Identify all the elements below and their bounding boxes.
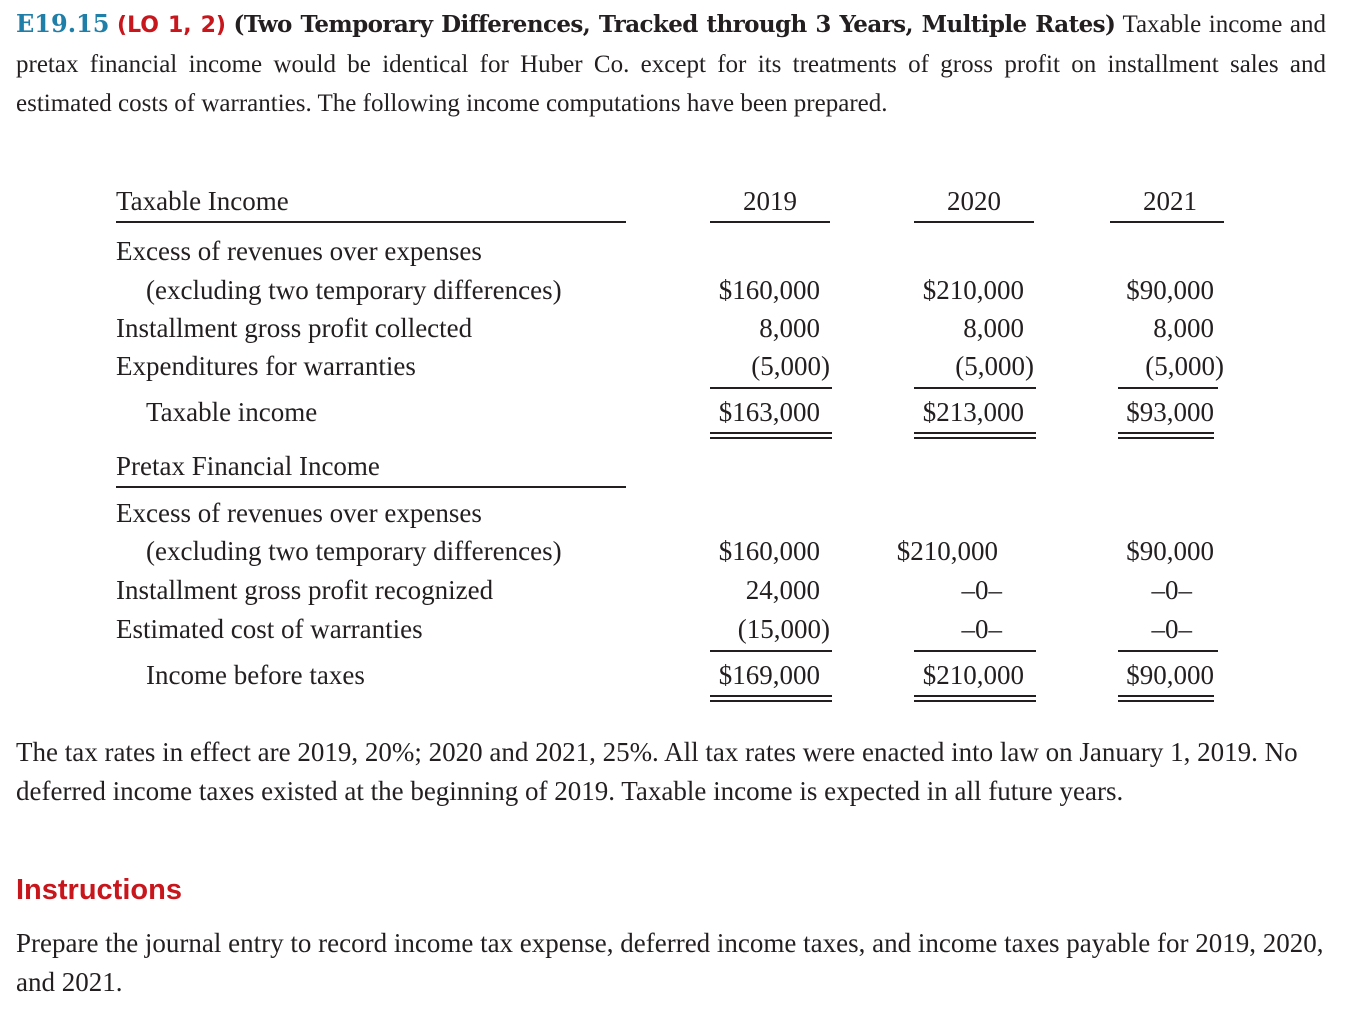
cell-value: $210,000	[896, 536, 998, 566]
row-label-excluding: (excluding two temporary differences)	[146, 275, 562, 305]
subtotal-rule	[710, 650, 832, 652]
cell-value: $160,000	[718, 536, 820, 566]
cell-value: 8,000	[963, 313, 1024, 343]
exercise-number: E19.15	[16, 9, 110, 38]
cell-value: $163,000	[718, 397, 820, 427]
year-header-2020: 2020	[947, 186, 1001, 216]
subtotal-rule	[914, 650, 1036, 652]
year-header-2019: 2019	[743, 186, 797, 216]
row-label-installment-collected: Installment gross profit collected	[116, 313, 473, 343]
cell-value: $93,000	[1126, 397, 1214, 427]
cell-value: –0–	[1151, 575, 1192, 605]
cell-value: (5,000)	[751, 351, 830, 381]
year-rule	[1110, 221, 1224, 223]
total-double-rule	[710, 695, 832, 702]
cell-value: 8,000	[1153, 313, 1214, 343]
cell-value: $210,000	[922, 660, 1024, 690]
cell-value: $90,000	[1126, 275, 1214, 305]
total-double-rule	[914, 432, 1036, 439]
cell-value: 24,000	[745, 575, 820, 605]
row-label-estimated-warranties: Estimated cost of warranties	[116, 614, 423, 644]
year-header-2021: 2021	[1143, 186, 1197, 216]
cell-value: –0–	[1151, 614, 1192, 644]
cell-value: $210,000	[922, 275, 1024, 305]
tax-rates-paragraph: The tax rates in effect are 2019, 20%; 2020 and 2021, 25%. All tax rates were enacted into law on January 1, 2019. No deferred income taxes existed at the beginning of 2019. Taxable income is expected in all future years.	[16, 737, 1298, 806]
cell-value: (15,000)	[737, 614, 830, 644]
year-rule	[914, 221, 1034, 223]
cell-value: $90,000	[1126, 660, 1214, 690]
row-label-warranty-expenditures: Expenditures for warranties	[116, 351, 416, 381]
exercise-title: (Two Temporary Differences, Tracked through 3 Years, Multiple Rates)	[233, 11, 1116, 38]
cell-value: $169,000	[718, 660, 820, 690]
total-double-rule	[710, 432, 832, 439]
total-double-rule	[1118, 695, 1214, 702]
taxable-income-heading: Taxable Income	[116, 186, 289, 216]
cell-value: $160,000	[718, 275, 820, 305]
row-label-income-before-taxes: Income before taxes	[146, 660, 365, 690]
row-label-taxable-income: Taxable income	[146, 397, 318, 427]
subtotal-rule	[710, 387, 832, 389]
row-label-installment-recognized: Installment gross profit recognized	[116, 575, 494, 605]
exercise-intro-text: Taxable income and pretax financial income would be identical for Huber Co. except for its treatments of gross profit on installment sales and estimated costs of warranties. The following income computations have been prepared.	[16, 11, 1327, 117]
cell-value: $90,000	[1126, 536, 1214, 566]
total-double-rule	[914, 695, 1036, 702]
instructions-text: Prepare the journal entry to record income tax expense, deferred income taxes, and income taxes payable for 2019, 2020, and 2021.	[16, 928, 1324, 997]
cell-value: $213,000	[922, 397, 1024, 427]
year-rule	[710, 221, 830, 223]
row-label-excluding: (excluding two temporary differences)	[146, 536, 562, 566]
row-label-excess: Excess of revenues over expenses	[116, 236, 482, 266]
cell-value: (5,000)	[955, 351, 1034, 381]
total-double-rule	[1118, 432, 1214, 439]
subtotal-rule	[914, 387, 1036, 389]
exercise-intro	[16, 4, 1326, 123]
heading-rule	[116, 221, 626, 223]
learning-objectives: (LO 1, 2)	[117, 13, 226, 38]
row-label-excess: Excess of revenues over expenses	[116, 498, 482, 528]
subtotal-rule	[1118, 387, 1218, 389]
pretax-income-heading: Pretax Financial Income	[116, 451, 380, 481]
cell-value: 8,000	[759, 313, 820, 343]
cell-value: –0–	[961, 575, 1002, 605]
cell-value: –0–	[961, 614, 1002, 644]
subtotal-rule	[1118, 650, 1218, 652]
cell-value: (5,000)	[1145, 351, 1224, 381]
instructions-heading: Instructions	[16, 874, 182, 906]
heading-rule	[116, 486, 626, 488]
